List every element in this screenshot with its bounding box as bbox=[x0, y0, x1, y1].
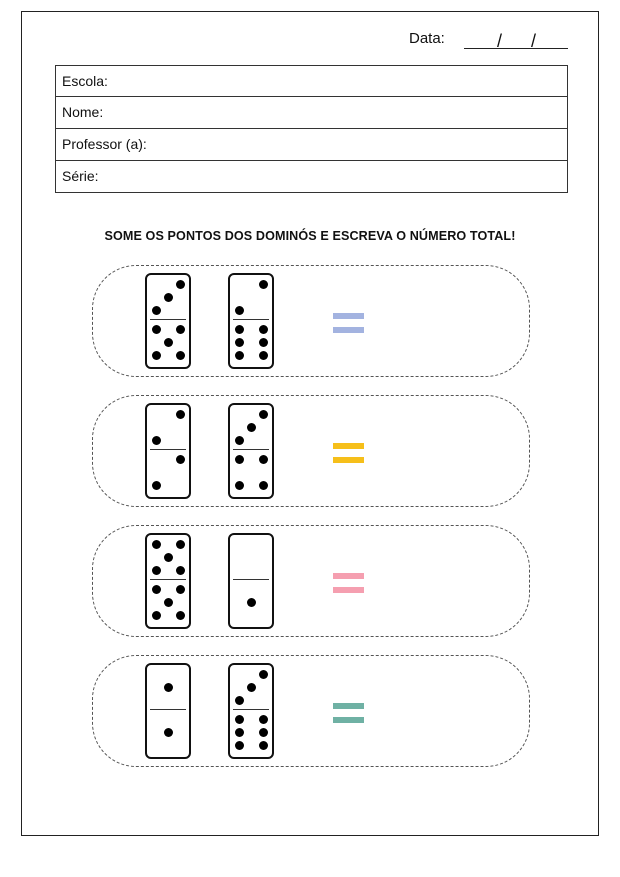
domino-pip bbox=[235, 436, 244, 445]
domino-tile bbox=[145, 533, 191, 629]
domino-top-half bbox=[147, 275, 188, 319]
domino-bottom-half bbox=[147, 710, 188, 754]
domino-pip bbox=[152, 351, 161, 360]
domino-pip bbox=[176, 351, 185, 360]
name-field[interactable]: Nome: bbox=[55, 97, 568, 129]
domino-pip bbox=[164, 293, 173, 302]
domino-pip bbox=[259, 481, 268, 490]
date-field-line[interactable] bbox=[464, 48, 568, 49]
domino-pip bbox=[164, 683, 173, 692]
instruction-heading: SOME OS PONTOS DOS DOMINÓS E ESCREVA O NÚMERO TOTAL! bbox=[104, 229, 516, 243]
domino-pip bbox=[152, 481, 161, 490]
domino-pip bbox=[164, 598, 173, 607]
equals-sign-icon bbox=[333, 443, 364, 465]
domino-pip bbox=[259, 351, 268, 360]
domino-pip bbox=[235, 728, 244, 737]
domino-tile bbox=[145, 403, 191, 499]
domino-pip bbox=[152, 585, 161, 594]
domino-pip bbox=[235, 338, 244, 347]
domino-pip bbox=[176, 455, 185, 464]
equals-bar bbox=[333, 327, 364, 333]
domino-bottom-half bbox=[230, 320, 271, 364]
domino-pip bbox=[259, 410, 268, 419]
domino-pip bbox=[259, 325, 268, 334]
equals-bar bbox=[333, 717, 364, 723]
equals-bar bbox=[333, 313, 364, 319]
domino-pip bbox=[247, 423, 256, 432]
domino-pip bbox=[152, 566, 161, 575]
domino-bottom-half bbox=[147, 450, 188, 494]
domino-pip bbox=[259, 338, 268, 347]
date-separator-1: / bbox=[497, 31, 503, 51]
student-info-table bbox=[55, 65, 568, 193]
school-field[interactable]: Escola: bbox=[55, 65, 568, 97]
domino-top-half bbox=[147, 535, 188, 579]
domino-pip bbox=[247, 598, 256, 607]
equals-bar bbox=[333, 457, 364, 463]
domino-bottom-half bbox=[147, 320, 188, 364]
domino-top-half bbox=[230, 405, 271, 449]
domino-pip bbox=[164, 553, 173, 562]
domino-pip bbox=[176, 585, 185, 594]
domino-bottom-half bbox=[230, 710, 271, 754]
domino-pip bbox=[235, 325, 244, 334]
domino-tile bbox=[145, 273, 191, 369]
equals-bar bbox=[333, 573, 364, 579]
domino-top-half bbox=[230, 535, 271, 579]
domino-top-half bbox=[147, 665, 188, 709]
domino-pip bbox=[176, 566, 185, 575]
domino-top-half bbox=[230, 275, 271, 319]
domino-tile bbox=[228, 403, 274, 499]
domino-bottom-half bbox=[230, 580, 271, 624]
domino-pip bbox=[152, 611, 161, 620]
teacher-field[interactable]: Professor (a): bbox=[55, 129, 568, 161]
domino-top-half bbox=[147, 405, 188, 449]
domino-pip bbox=[259, 728, 268, 737]
domino-pip bbox=[247, 683, 256, 692]
equals-sign-icon bbox=[333, 313, 364, 335]
domino-tile bbox=[228, 533, 274, 629]
domino-pip bbox=[259, 280, 268, 289]
domino-pip bbox=[176, 611, 185, 620]
domino-pip bbox=[235, 306, 244, 315]
domino-pip bbox=[259, 455, 268, 464]
date-separator-2: / bbox=[531, 31, 537, 51]
date-label: Data: bbox=[409, 30, 445, 47]
domino-pip bbox=[235, 351, 244, 360]
domino-pip bbox=[259, 715, 268, 724]
domino-pip bbox=[152, 325, 161, 334]
equals-bar bbox=[333, 703, 364, 709]
domino-tile bbox=[228, 273, 274, 369]
domino-pip bbox=[176, 325, 185, 334]
domino-pip bbox=[152, 540, 161, 549]
domino-pip bbox=[235, 481, 244, 490]
domino-pip bbox=[164, 728, 173, 737]
domino-pip bbox=[259, 741, 268, 750]
equals-bar bbox=[333, 587, 364, 593]
domino-tile bbox=[145, 663, 191, 759]
domino-bottom-half bbox=[147, 580, 188, 624]
domino-pip bbox=[235, 696, 244, 705]
domino-pip bbox=[176, 280, 185, 289]
equals-sign-icon bbox=[333, 573, 364, 595]
domino-tile bbox=[228, 663, 274, 759]
domino-pip bbox=[176, 540, 185, 549]
grade-field[interactable]: Série: bbox=[55, 161, 568, 193]
equals-sign-icon bbox=[333, 703, 364, 725]
domino-pip bbox=[176, 410, 185, 419]
domino-pip bbox=[235, 741, 244, 750]
domino-pip bbox=[259, 670, 268, 679]
domino-pip bbox=[152, 306, 161, 315]
domino-pip bbox=[235, 455, 244, 464]
domino-bottom-half bbox=[230, 450, 271, 494]
domino-pip bbox=[235, 715, 244, 724]
domino-pip bbox=[152, 436, 161, 445]
domino-top-half bbox=[230, 665, 271, 709]
equals-bar bbox=[333, 443, 364, 449]
domino-pip bbox=[164, 338, 173, 347]
